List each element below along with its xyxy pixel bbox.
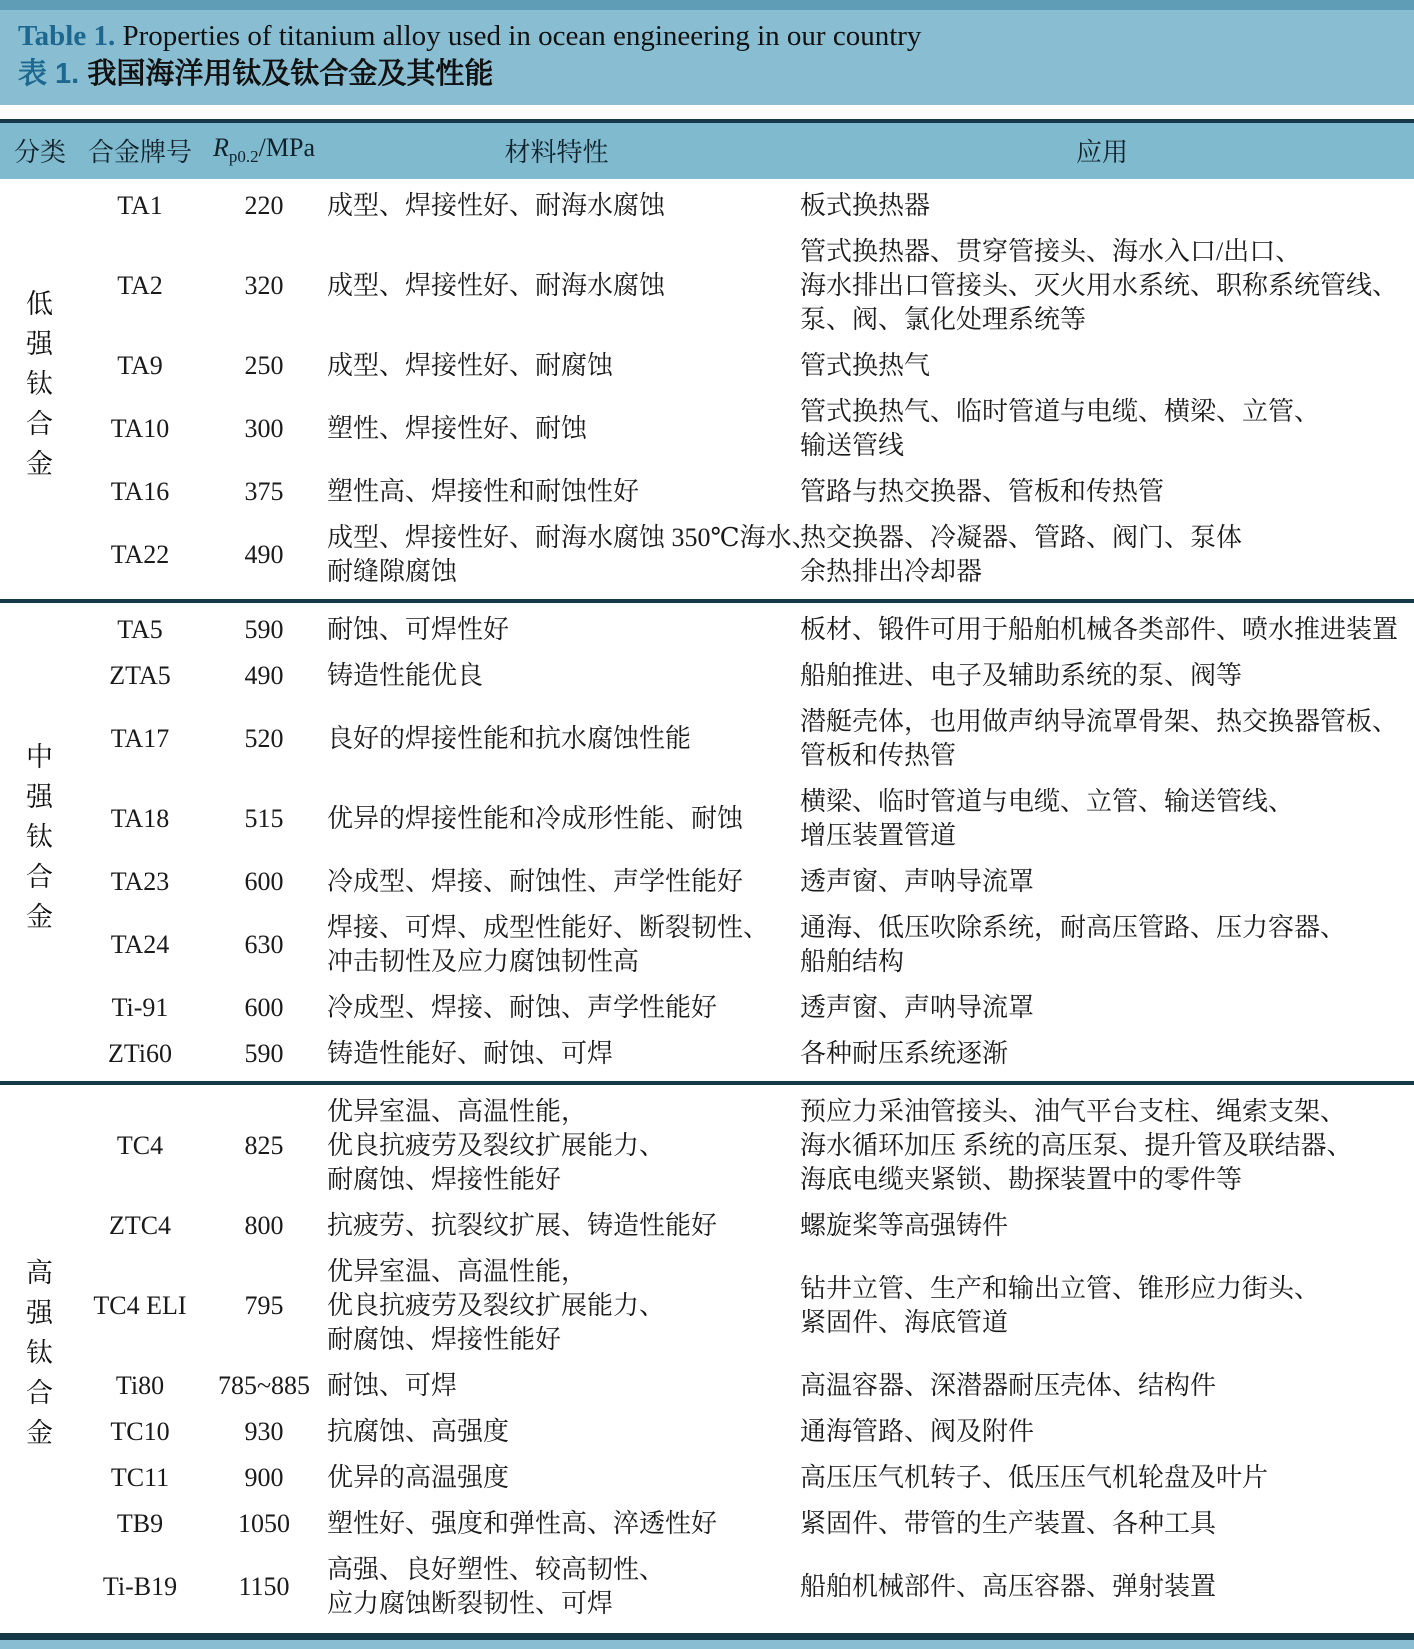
header-material-characteristics: 材料特性 xyxy=(504,137,609,167)
characteristic-line: 应力腐蚀断裂韧性、可焊 xyxy=(327,1588,614,1618)
application-line: 预应力采油管接头、油气平台支柱、绳索支架、 xyxy=(800,1096,1347,1126)
application xyxy=(790,785,1414,853)
application-line: 热交换器、冷凝器、管路、阀门、泵体 xyxy=(800,522,1243,552)
material-characteristics xyxy=(323,1255,790,1357)
material-characteristics xyxy=(323,1369,790,1403)
yield-strength-value: 800 xyxy=(244,1210,284,1240)
application xyxy=(790,705,1414,773)
table-row xyxy=(75,515,1414,595)
material-characteristics xyxy=(323,1037,790,1071)
table-body xyxy=(0,179,1414,1631)
table-row xyxy=(75,183,1414,229)
characteristic-line: 成型、焊接性好、耐腐蚀 xyxy=(327,350,614,380)
characteristic-line: 耐蚀、可焊 xyxy=(327,1370,458,1400)
characteristic-line: 耐缝隙腐蚀 xyxy=(327,556,458,586)
table-row xyxy=(75,1501,1414,1547)
caption-table-gap xyxy=(0,105,1414,119)
category-cell xyxy=(0,1085,75,1631)
yield-strength-value: 520 xyxy=(244,723,284,753)
group-rows xyxy=(75,603,1414,1081)
application xyxy=(790,521,1414,589)
characteristic-line: 成型、焊接性好、耐海水腐蚀 xyxy=(327,270,666,300)
material-characteristics xyxy=(323,865,790,899)
application-line: 输送管线 xyxy=(800,430,905,460)
characteristic-line: 优异的高温强度 xyxy=(327,1462,510,1492)
table-row xyxy=(75,607,1414,653)
table-caption-zh xyxy=(18,56,1396,92)
material-characteristics xyxy=(323,1553,790,1621)
yield-strength-value: 590 xyxy=(244,1038,284,1068)
application xyxy=(790,1037,1414,1071)
application xyxy=(790,911,1414,979)
application xyxy=(790,613,1414,647)
data-table xyxy=(0,119,1414,1649)
alloy-designation: TB9 xyxy=(116,1508,164,1538)
characteristic-line: 优异的焊接性能和冷成形性能、耐蚀 xyxy=(327,803,744,833)
material-characteristics xyxy=(323,991,790,1025)
application-line: 透声窗、声呐导流罩 xyxy=(800,866,1035,896)
yield-strength-value: 375 xyxy=(244,476,284,506)
yield-strength-value: 600 xyxy=(244,992,284,1022)
yield-strength-value: 320 xyxy=(244,270,284,300)
table-header-row xyxy=(0,123,1414,179)
alloy-designation: ZTA5 xyxy=(109,660,171,690)
application-line: 通海管路、阀及附件 xyxy=(800,1416,1035,1446)
application xyxy=(790,1272,1414,1340)
yield-strength-value: 795 xyxy=(244,1290,284,1320)
table-row xyxy=(75,1409,1414,1455)
characteristic-line: 铸造性能好、耐蚀、可焊 xyxy=(327,1038,614,1068)
application-line: 泵、阀、氯化处理系统等 xyxy=(800,304,1087,334)
material-characteristics xyxy=(323,189,790,223)
application xyxy=(790,1461,1414,1495)
application-line: 透声窗、声呐导流罩 xyxy=(800,992,1035,1022)
application-line: 高压压气机转子、低压压气机轮盘及叶片 xyxy=(800,1462,1269,1492)
application-line: 管板和传热管 xyxy=(800,740,957,770)
characteristic-line: 塑性好、强度和弹性高、淬透性好 xyxy=(327,1508,718,1538)
application-line: 海水排出口管接头、灭火用水系统、职称系统管线、 xyxy=(800,270,1399,300)
table-row xyxy=(75,469,1414,515)
application-line: 增压装置管道 xyxy=(800,820,957,850)
yield-strength-value: 785~885 xyxy=(217,1370,311,1400)
table-row xyxy=(75,1363,1414,1409)
table-row xyxy=(75,1203,1414,1249)
alloy-designation: TC4 ELI xyxy=(93,1290,187,1320)
table-title-zh: 我国海洋用钛及钛合金及其性能 xyxy=(87,58,494,91)
header-category: 分类 xyxy=(14,137,67,167)
alloy-group xyxy=(0,599,1414,1081)
strength-symbol: R xyxy=(213,133,229,163)
header-application: 应用 xyxy=(1075,137,1128,167)
application-line: 余热排出冷却器 xyxy=(800,556,983,586)
application-line: 高温容器、深潜器耐压壳体、结构件 xyxy=(800,1370,1217,1400)
material-characteristics xyxy=(323,475,790,509)
alloy-designation: TA10 xyxy=(110,413,170,443)
application-line: 螺旋桨等高强铸件 xyxy=(800,1210,1009,1240)
category-label: 中强钛合金 xyxy=(22,741,52,942)
application xyxy=(790,1095,1414,1197)
alloy-designation: Ti-B19 xyxy=(102,1571,178,1601)
group-rows xyxy=(75,179,1414,599)
characteristic-line: 高强、良好塑性、较高韧性、 xyxy=(327,1554,666,1584)
material-characteristics xyxy=(323,722,790,756)
application-line: 板式换热器 xyxy=(800,190,931,220)
table-row xyxy=(75,1547,1414,1627)
application-line: 通海、低压吹除系统，耐高压管路、压力容器、 xyxy=(800,912,1347,942)
table-row xyxy=(75,985,1414,1031)
application-line: 海水循环加压 系统的高压泵、提升管及联结器、 xyxy=(800,1130,1353,1160)
application xyxy=(790,659,1414,693)
alloy-designation: TA1 xyxy=(117,190,163,220)
application-line: 板材、锻件可用于船舶机械各类部件、喷水推进装置 xyxy=(800,614,1399,644)
application-line: 管式换热器、贯穿管接头、海水入口/出口、 xyxy=(800,236,1302,266)
material-characteristics xyxy=(323,521,818,589)
table-row xyxy=(75,1249,1414,1363)
application xyxy=(790,991,1414,1025)
application-line: 管式换热气、临时管道与电缆、横梁、立管、 xyxy=(800,396,1321,426)
characteristic-line: 优良抗疲劳及裂纹扩展能力、 xyxy=(327,1290,666,1320)
characteristic-line: 冷成型、焊接、耐蚀性、声学性能好 xyxy=(327,866,744,896)
alloy-designation: TC4 xyxy=(116,1130,164,1160)
table-caption-en xyxy=(18,18,1396,54)
yield-strength-value: 490 xyxy=(244,539,284,569)
alloy-designation: TC11 xyxy=(110,1462,170,1492)
alloy-designation: ZTi60 xyxy=(107,1038,173,1068)
alloy-designation: TA23 xyxy=(110,866,170,896)
table-row xyxy=(75,1031,1414,1077)
application-line: 船舶推进、电子及辅助系统的泵、阀等 xyxy=(800,660,1243,690)
application xyxy=(790,395,1414,463)
table-row xyxy=(75,905,1414,985)
characteristic-line: 抗腐蚀、高强度 xyxy=(327,1416,510,1446)
alloy-designation: TC10 xyxy=(110,1416,170,1446)
application xyxy=(790,1570,1414,1604)
alloy-designation: TA5 xyxy=(117,614,163,644)
strength-unit: /MPa xyxy=(258,133,315,163)
alloy-designation: ZTC4 xyxy=(108,1210,172,1240)
characteristic-line: 抗疲劳、抗裂纹扩展、铸造性能好 xyxy=(327,1210,718,1240)
application xyxy=(790,475,1414,509)
characteristic-line: 成型、焊接性好、耐海水腐蚀 350℃海水、 xyxy=(327,522,818,552)
material-characteristics xyxy=(323,1415,790,1449)
material-characteristics xyxy=(323,613,790,647)
application-line: 钻井立管、生产和输出立管、锥形应力街头、 xyxy=(800,1273,1321,1303)
yield-strength-value: 300 xyxy=(244,413,284,443)
yield-strength-value: 600 xyxy=(244,866,284,896)
table-row xyxy=(75,343,1414,389)
characteristic-line: 冲击韧性及应力腐蚀韧性高 xyxy=(327,946,640,976)
application-line: 紧固件、带管的生产装置、各种工具 xyxy=(800,1508,1217,1538)
application-line: 管式换热气 xyxy=(800,350,931,380)
application-line: 管路与热交换器、管板和传热管 xyxy=(800,476,1165,506)
application-line: 船舶结构 xyxy=(800,946,905,976)
characteristic-line: 耐腐蚀、焊接性能好 xyxy=(327,1324,562,1354)
strength-subscript: p0.2 xyxy=(228,147,259,167)
characteristic-line: 成型、焊接性好、耐海水腐蚀 xyxy=(327,190,666,220)
table-row xyxy=(75,779,1414,859)
alloy-designation: TA22 xyxy=(110,539,170,569)
characteristic-line: 耐蚀、可焊性好 xyxy=(327,614,510,644)
characteristic-line: 优异室温、高温性能， xyxy=(327,1096,588,1126)
application xyxy=(790,235,1414,337)
yield-strength-value: 630 xyxy=(244,929,284,959)
characteristic-line: 耐腐蚀、焊接性能好 xyxy=(327,1164,562,1194)
alloy-designation: TA16 xyxy=(110,476,170,506)
alloy-designation: Ti-91 xyxy=(111,992,169,1022)
material-characteristics xyxy=(323,659,790,693)
yield-strength-value: 900 xyxy=(244,1462,284,1492)
table-row xyxy=(75,229,1414,343)
header-yield-strength xyxy=(205,133,323,167)
table-row xyxy=(75,653,1414,699)
category-cell xyxy=(0,603,75,1081)
yield-strength-value: 1050 xyxy=(238,1508,290,1538)
table-number-en: Table 1. xyxy=(18,20,116,52)
application xyxy=(790,1369,1414,1403)
application xyxy=(790,865,1414,899)
application-line: 横梁、临时管道与电缆、立管、输送管线、 xyxy=(800,786,1295,816)
material-characteristics xyxy=(323,1095,790,1197)
table-row xyxy=(75,859,1414,905)
characteristic-line: 铸造性能优良 xyxy=(327,660,484,690)
header-alloy-designation: 合金牌号 xyxy=(87,137,192,167)
alloy-designation: TA9 xyxy=(117,350,163,380)
table-caption xyxy=(0,10,1414,105)
group-rows xyxy=(75,1085,1414,1631)
material-characteristics xyxy=(323,269,790,303)
characteristic-line: 塑性、焊接性好、耐蚀 xyxy=(327,413,588,443)
material-characteristics xyxy=(323,1461,790,1495)
material-characteristics xyxy=(323,802,790,836)
category-label: 高强钛合金 xyxy=(22,1257,52,1458)
yield-strength-value: 1150 xyxy=(238,1571,290,1601)
alloy-designation: TA24 xyxy=(110,929,170,959)
alloy-group xyxy=(0,1081,1414,1631)
bottom-rule xyxy=(0,1633,1414,1640)
table-row xyxy=(75,1089,1414,1203)
yield-strength-value: 250 xyxy=(244,350,284,380)
application-line: 潜艇壳体，也用做声纳导流罩骨架、热交换器管板、 xyxy=(800,706,1399,736)
top-accent-strip xyxy=(0,0,1414,10)
table-row xyxy=(75,1455,1414,1501)
characteristic-line: 优异室温、高温性能， xyxy=(327,1256,588,1286)
material-characteristics xyxy=(323,1209,790,1243)
alloy-designation: TA17 xyxy=(110,723,170,753)
table-number-zh: 表 1. xyxy=(18,58,80,91)
application xyxy=(790,189,1414,223)
application-line: 船舶机械部件、高压容器、弹射装置 xyxy=(800,1571,1217,1601)
application-line: 海底电缆夹紧锁、勘探装置中的零件等 xyxy=(800,1164,1243,1194)
alloy-designation: Ti80 xyxy=(115,1370,165,1400)
yield-strength-value: 515 xyxy=(244,803,284,833)
alloy-designation: TA2 xyxy=(117,270,163,300)
application-line: 各种耐压系统逐渐 xyxy=(800,1038,1009,1068)
characteristic-line: 焊接、可焊、成型性能好、断裂韧性、 xyxy=(327,912,770,942)
yield-strength-value: 590 xyxy=(244,614,284,644)
material-characteristics xyxy=(323,412,790,446)
category-label: 低强钛合金 xyxy=(22,288,52,489)
application-line: 紧固件、海底管道 xyxy=(800,1307,1009,1337)
yield-strength-value: 930 xyxy=(244,1416,284,1446)
alloy-group xyxy=(0,179,1414,599)
characteristic-line: 良好的焊接性能和抗水腐蚀性能 xyxy=(327,723,692,753)
material-characteristics xyxy=(323,1507,790,1541)
bottom-accent-strip xyxy=(0,1640,1414,1649)
alloy-designation: TA18 xyxy=(110,803,170,833)
yield-strength-value: 490 xyxy=(244,660,284,690)
yield-strength-value: 825 xyxy=(244,1130,284,1160)
material-characteristics xyxy=(323,349,790,383)
application xyxy=(790,1507,1414,1541)
application xyxy=(790,1209,1414,1243)
characteristic-line: 冷成型、焊接、耐蚀、声学性能好 xyxy=(327,992,718,1022)
yield-strength-value: 220 xyxy=(244,190,284,220)
characteristic-line: 优良抗疲劳及裂纹扩展能力、 xyxy=(327,1130,666,1160)
table-title-en: Properties of titanium alloy used in ocean engineering in our country xyxy=(122,20,922,52)
application xyxy=(790,349,1414,383)
characteristic-line: 塑性高、焊接性和耐蚀性好 xyxy=(327,476,640,506)
table-row xyxy=(75,389,1414,469)
table-row xyxy=(75,699,1414,779)
material-characteristics xyxy=(323,911,790,979)
application xyxy=(790,1415,1414,1449)
category-cell xyxy=(0,179,75,599)
